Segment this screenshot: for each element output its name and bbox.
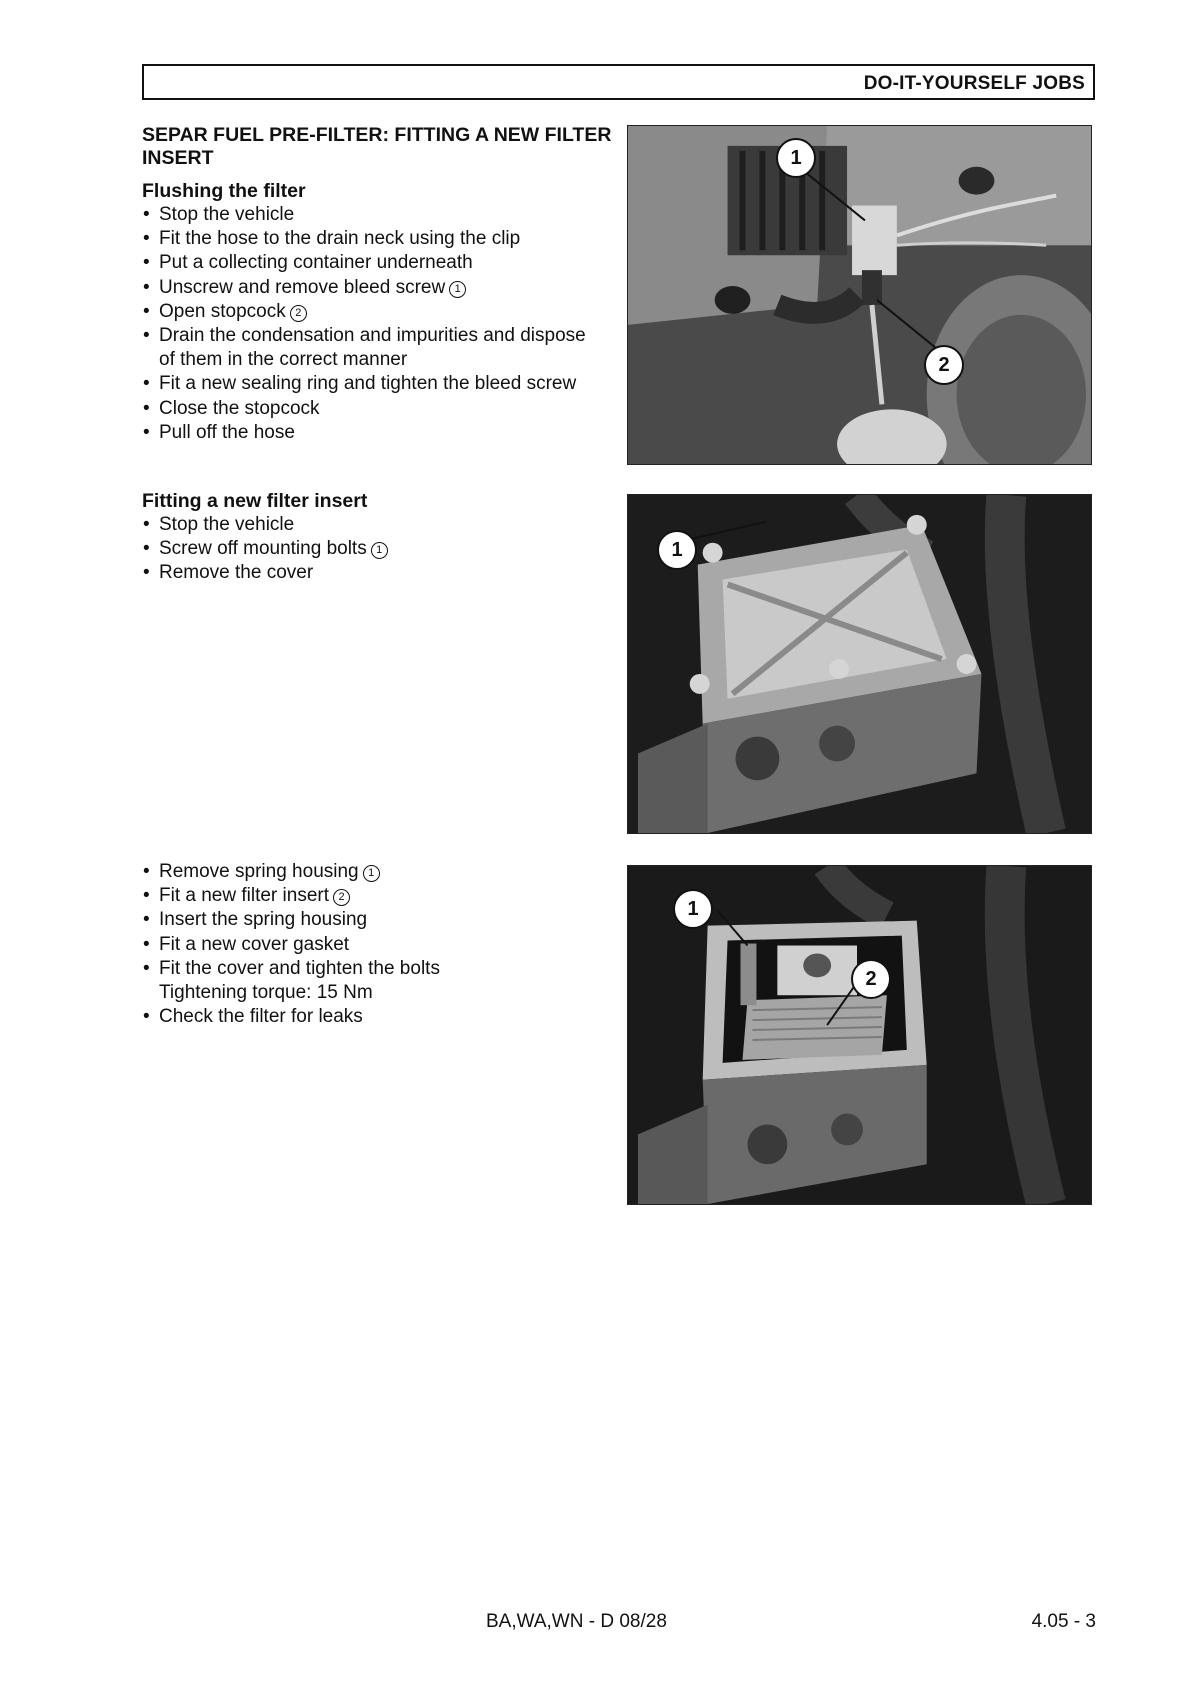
section-fitting	[142, 489, 622, 586]
section-insert	[142, 860, 622, 1029]
photo-flushing-image	[628, 126, 1091, 464]
ref-marker-2: 2	[333, 889, 350, 906]
list-item: • Fit the hose to the drain neck using the clip	[142, 227, 622, 251]
photo-filter-cover	[627, 494, 1092, 834]
list-item-continuation: of them in the correct manner	[159, 349, 408, 371]
callout-2: 2	[924, 345, 964, 385]
list-item: • Check the filter for leaks	[142, 1005, 622, 1029]
ref-marker-1: 1	[449, 281, 466, 298]
list-item: • Fit a new cover gasket	[142, 933, 622, 957]
ref-marker-1: 1	[371, 542, 388, 559]
header-box	[142, 64, 1095, 100]
list-item: • Fit the cover and tighten the bolts Tightening torque: 15 Nm	[142, 957, 622, 1005]
list-item: • Open stopcock 2	[142, 300, 622, 324]
footer-document-code: BA,WA,WN - D 08/28	[486, 1611, 667, 1632]
section-title: SEPAR FUEL PRE-FILTER: FITTING A NEW FILTER INSERT	[142, 124, 612, 169]
list-item: • Close the stopcock	[142, 397, 622, 421]
list-item: • Remove the cover	[142, 561, 622, 585]
list-item: • Fit a new sealing ring and tighten the bleed screw	[142, 372, 622, 396]
section-flushing	[142, 124, 622, 445]
footer-page-number: 4.05 - 3	[1031, 1611, 1096, 1632]
list-item: • Screw off mounting bolts 1	[142, 537, 622, 561]
list-item: • Put a collecting container underneath	[142, 251, 622, 275]
list-item: • Fit a new filter insert 2	[142, 884, 622, 908]
subtitle-flushing: Flushing the filter	[142, 180, 306, 202]
callout-1: 1	[776, 138, 816, 178]
list-item: • Stop the vehicle	[142, 203, 622, 227]
list-item: • Pull off the hose	[142, 421, 622, 445]
list-item: • Stop the vehicle	[142, 513, 622, 537]
ref-marker-1: 1	[363, 865, 380, 882]
photo-filter-insert	[627, 865, 1092, 1205]
header-title: DO-IT-YOURSELF JOBS	[863, 73, 1085, 94]
list-item-continuation: Tightening torque: 15 Nm	[159, 982, 373, 1004]
flushing-steps	[142, 203, 622, 445]
fitting-steps	[142, 513, 622, 586]
list-item: • Insert the spring housing	[142, 908, 622, 932]
ref-marker-2: 2	[290, 305, 307, 322]
photo-cover-image	[628, 495, 1091, 833]
list-item: • Drain the condensation and impurities and dispose of them in the correct manner	[142, 324, 622, 372]
photo-flushing-filter	[627, 125, 1092, 465]
callout-1: 1	[657, 530, 697, 570]
callout-1: 1	[673, 889, 713, 929]
insert-steps	[142, 860, 622, 1029]
callout-2: 2	[851, 959, 891, 999]
subtitle-fitting: Fitting a new filter insert	[142, 490, 368, 512]
list-item: • Unscrew and remove bleed screw 1	[142, 276, 622, 300]
list-item: • Remove spring housing 1	[142, 860, 622, 884]
